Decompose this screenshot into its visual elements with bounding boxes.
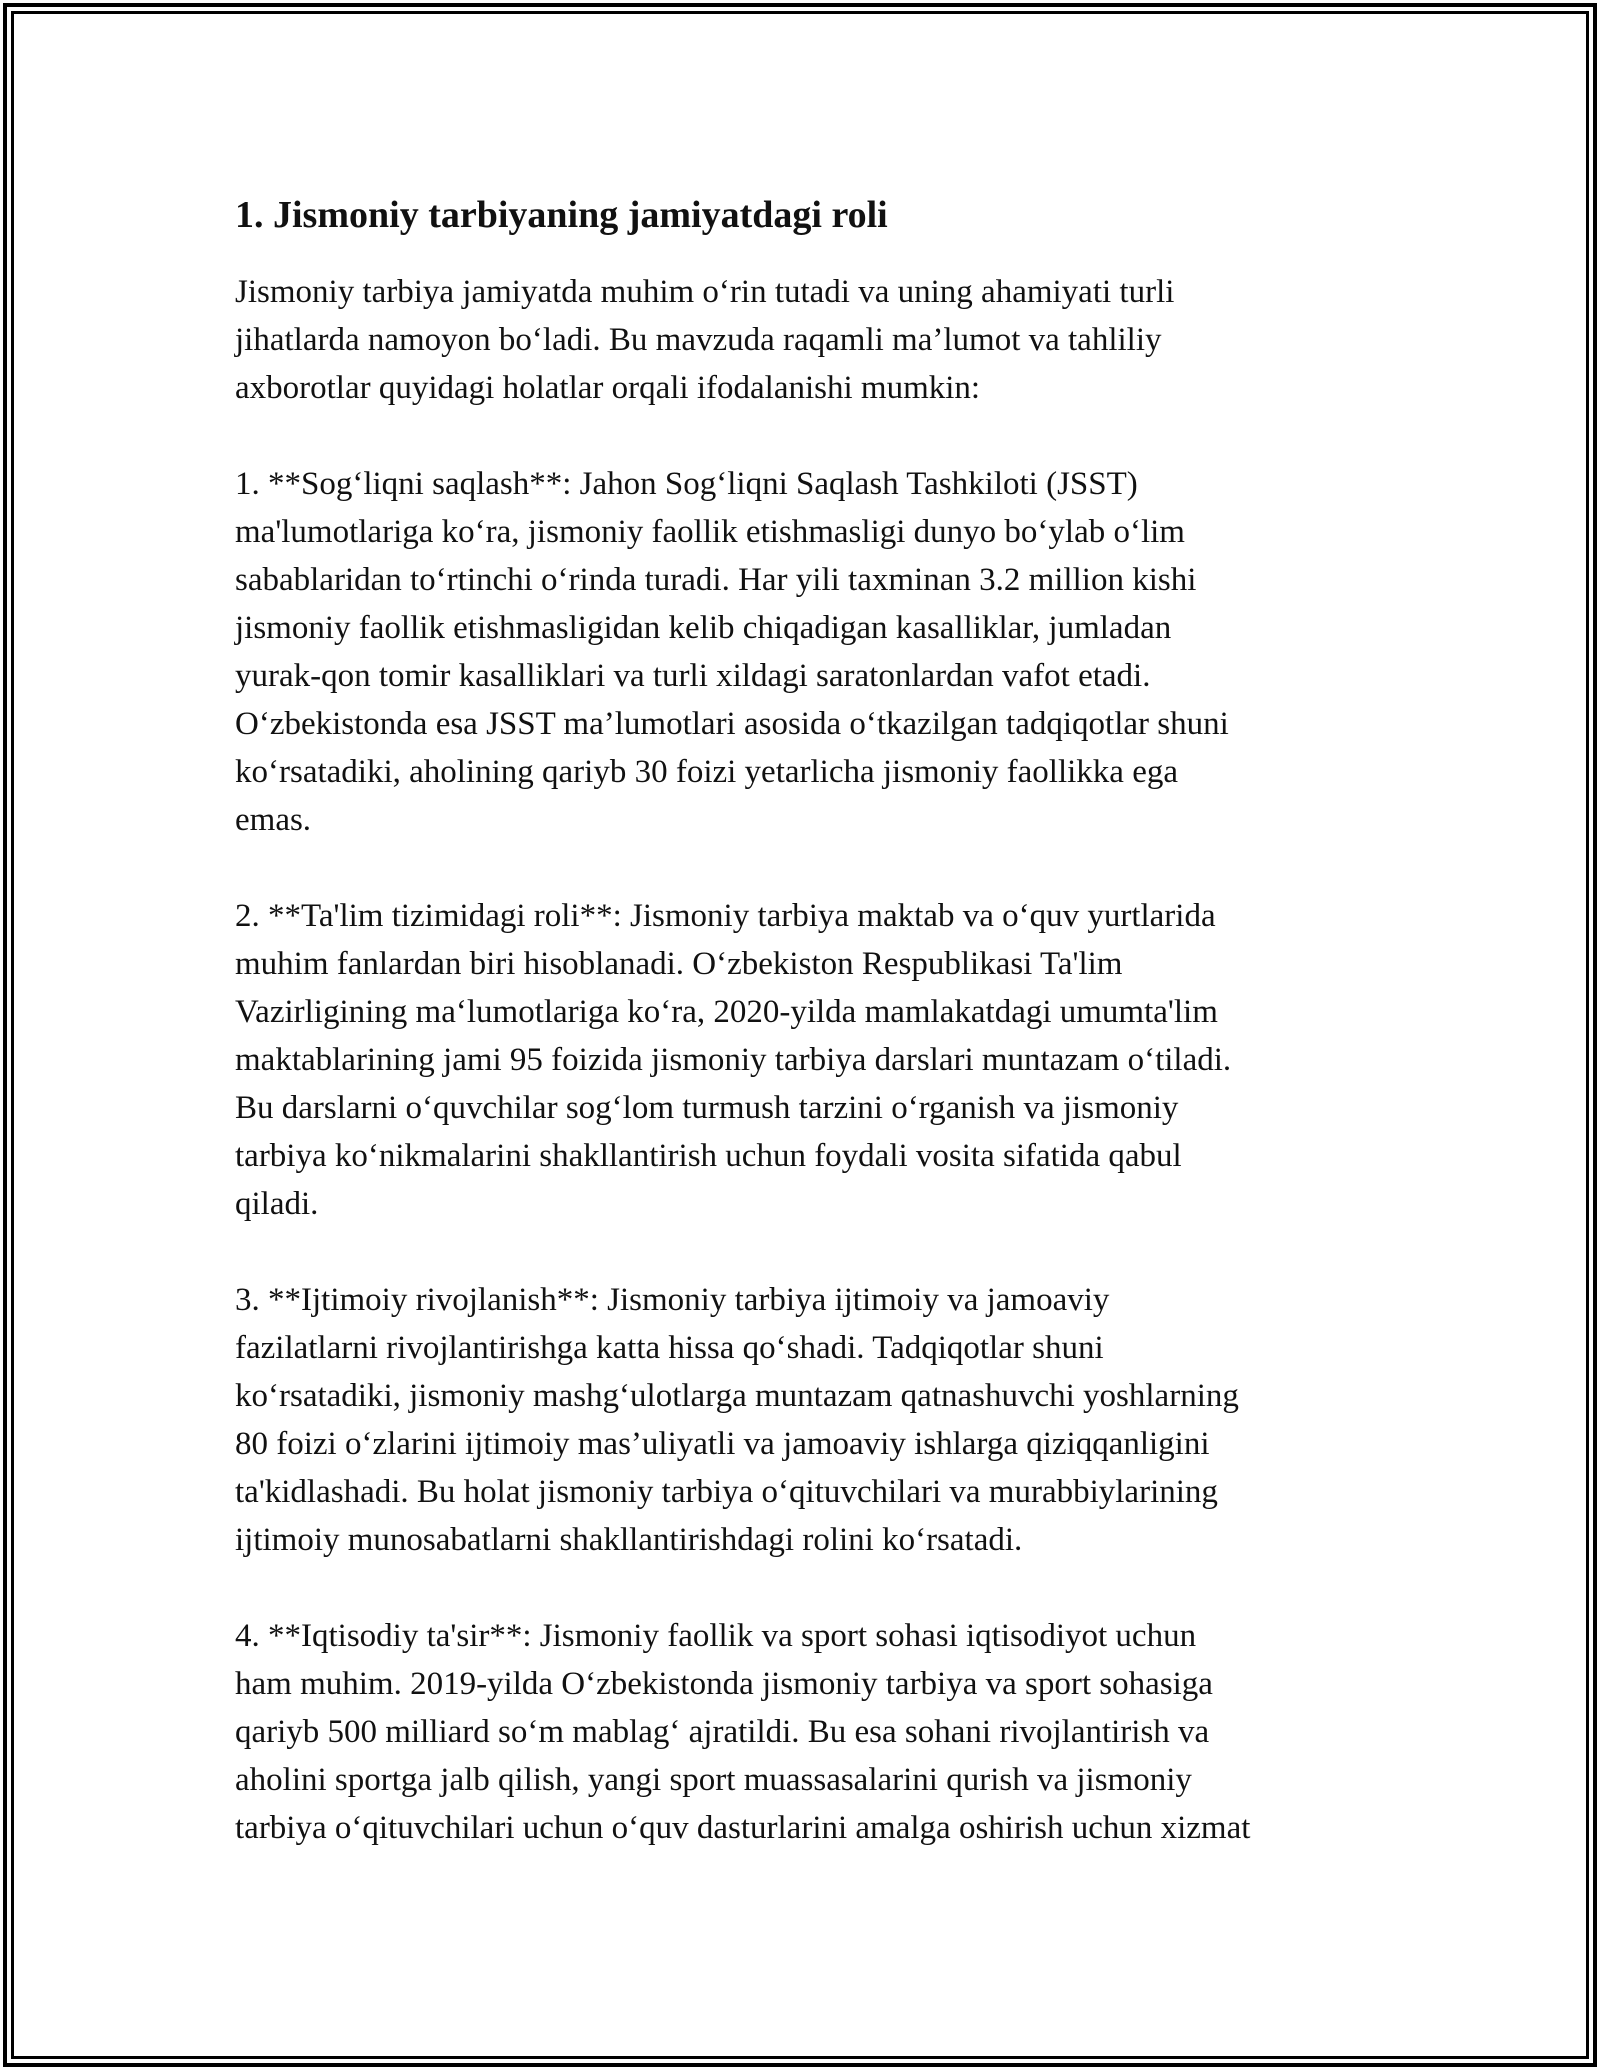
text-line: sabablaridan to‘rtinchi o‘rinda turadi. Har yili taxminan 3.2 million kishi (235, 562, 1197, 598)
paragraph-social (235, 1276, 1485, 1564)
paragraph-education (235, 892, 1485, 1228)
text-line: axborotlar quyidagi holatlar orqali ifodalanishi mumkin: (235, 370, 981, 406)
text-line: ko‘rsatadiki, jismoniy mashg‘ulotlarga muntazam qatnashuvchi yoshlarning (235, 1378, 1239, 1414)
text-line: ijtimoiy munosabatlarni shakllantirishdagi rolini ko‘rsatadi. (235, 1522, 1023, 1558)
text-line: fazilatlarni rivojlantirishga katta hissa qo‘shadi. Tadqiqotlar shuni (235, 1330, 1104, 1366)
text-line: jismoniy faollik etishmasligidan kelib chiqadigan kasalliklar, jumladan (235, 610, 1172, 646)
text-line: qiladi. (235, 1186, 319, 1222)
text-line: tarbiya ko‘nikmalarini shakllantirish uchun foydali vosita sifatida qabul (235, 1138, 1182, 1174)
text-line: 80 foizi o‘zlarini ijtimoiy mas’uliyatli va jamoaviy ishlarga qiziqqanligini (235, 1426, 1210, 1462)
text-line: muhim fanlardan biri hisoblanadi. O‘zbekiston Respublikasi Ta'lim (235, 946, 1123, 982)
text-line: ham muhim. 2019-yilda O‘zbekistonda jismoniy tarbiya va sport sohasiga (235, 1666, 1213, 1702)
text-line: Jismoniy tarbiya jamiyatda muhim o‘rin tutadi va uning ahamiyati turli (235, 274, 1175, 310)
text-line: 2. **Ta'lim tizimidagi roli**: Jismoniy tarbiya maktab va o‘quv yurtlarida (235, 898, 1216, 934)
text-line: Vazirligining ma‘lumotlariga ko‘ra, 2020-yilda mamlakatdagi umumta'lim (235, 994, 1218, 1030)
paragraph-intro (235, 268, 1485, 412)
text-line: ta'kidlashadi. Bu holat jismoniy tarbiya o‘qituvchilari va murabbiylarining (235, 1474, 1218, 1510)
paragraph-health (235, 460, 1485, 844)
text-line: yurak-qon tomir kasalliklari va turli xildagi saratonlardan vafot etadi. (235, 658, 1151, 694)
text-line: qariyb 500 milliard so‘m mablag‘ ajratildi. Bu esa sohani rivojlantirish va (235, 1714, 1210, 1750)
text-line: jihatlarda namoyon bo‘ladi. Bu mavzuda raqamli ma’lumot va tahliliy (235, 322, 1162, 358)
document-body (235, 191, 1485, 1900)
paragraph-economic (235, 1612, 1485, 1852)
text-line: aholini sportga jalb qilish, yangi sport muassasalarini qurish va jismoniy (235, 1762, 1192, 1798)
text-line: maktablarining jami 95 foizida jismoniy tarbiya darslari muntazam o‘tiladi. (235, 1042, 1232, 1078)
text-line: ma'lumotlariga ko‘ra, jismoniy faollik etishmasligi dunyo bo‘ylab o‘lim (235, 514, 1185, 550)
text-line: tarbiya o‘qituvchilari uchun o‘quv dasturlarini amalga oshirish uchun xizmat (235, 1810, 1251, 1846)
text-line: 1. **Sog‘liqni saqlash**: Jahon Sog‘liqni Saqlash Tashkiloti (JSST) (235, 466, 1138, 502)
text-line: 4. **Iqtisodiy ta'sir**: Jismoniy faollik va sport sohasi iqtisodiyot uchun (235, 1618, 1197, 1654)
text-line: 3. **Ijtimoiy rivojlanish**: Jismoniy tarbiya ijtimoiy va jamoaviy (235, 1282, 1110, 1318)
text-line: O‘zbekistonda esa JSST ma’lumotlari asosida o‘tkazilgan tadqiqotlar shuni (235, 706, 1229, 742)
text-line: Bu darslarni o‘quvchilar sog‘lom turmush tarzini o‘rganish va jismoniy (235, 1090, 1179, 1126)
text-line: ko‘rsatadiki, aholining qariyb 30 foizi yetarlicha jismoniy faollikka ega (235, 754, 1178, 790)
text-line: emas. (235, 802, 312, 838)
section-heading: 1. Jismoniy tarbiyaning jamiyatdagi roli (235, 194, 888, 236)
